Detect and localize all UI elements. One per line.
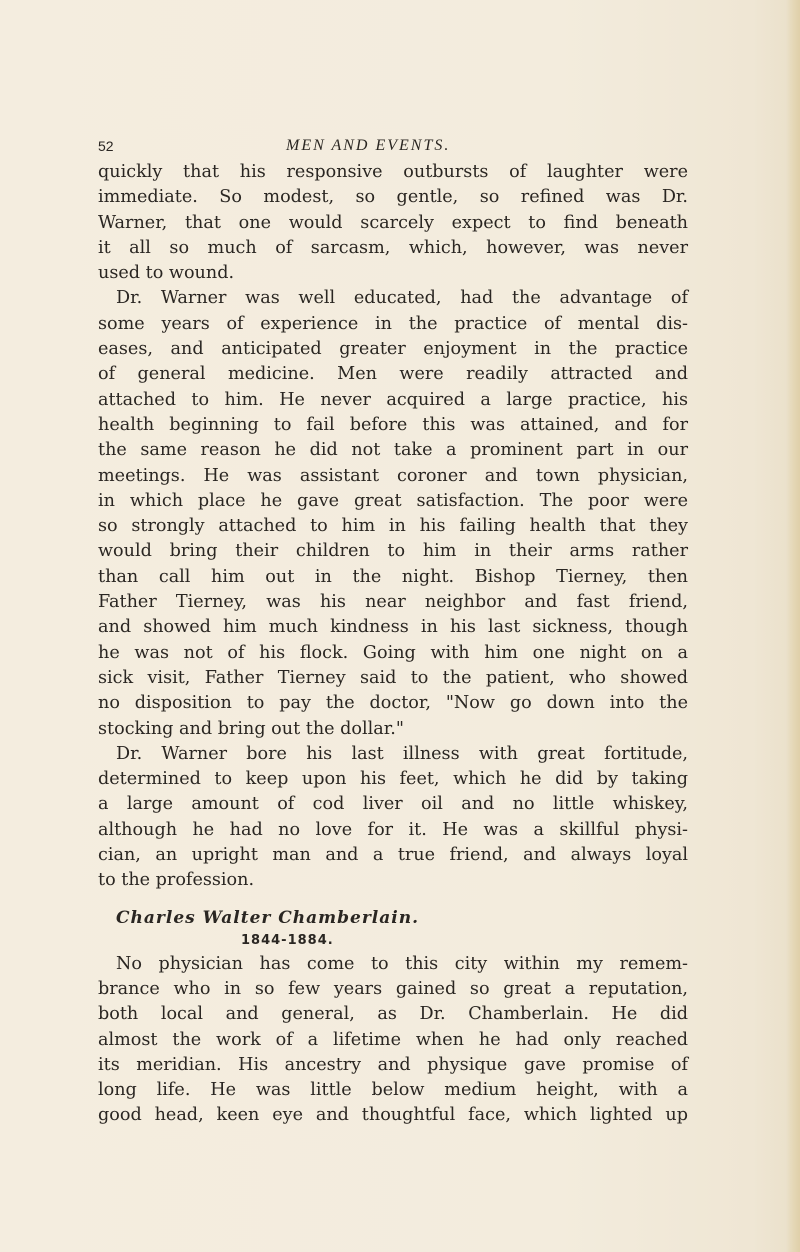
- text-line: used to wound.: [98, 263, 235, 284]
- text-line: eases, and anticipated greater enjoyment in the practice: [98, 339, 688, 360]
- text-line: both local and general, as Dr. Chamberlain. He did: [98, 1004, 688, 1025]
- text-line: immediate. So modest, so gentle, so refined was Dr.: [98, 187, 688, 208]
- text-line: cian, an upright man and a true friend, and always loyal: [98, 845, 688, 866]
- text-line: Father Tierney, was his near neighbor and fast friend,: [98, 592, 688, 613]
- text-line: almost the work of a lifetime when he had only reached: [98, 1029, 688, 1050]
- text-line: of general medicine. Men were readily attracted and: [98, 364, 688, 385]
- paragraph-2: [98, 286, 688, 741]
- section-dates: 1844-1884.: [241, 932, 334, 948]
- page-number: 52: [98, 138, 114, 154]
- text-line: no disposition to pay the doctor, "Now go down into the: [98, 693, 688, 714]
- text-line: the same reason he did not take a prominent part in our: [98, 440, 688, 461]
- text-line: No physician has come to this city within my remem-: [116, 953, 688, 974]
- paragraph-4: [98, 952, 688, 1129]
- paragraph-1: [98, 160, 688, 286]
- text-line: a large amount of cod liver oil and no little whiskey,: [98, 794, 688, 815]
- text-line: would bring their children to him in their arms rather: [98, 541, 688, 562]
- text-line: and showed him much kindness in his last sickness, though: [98, 617, 688, 638]
- text-line: so strongly attached to him in his failing health that they: [98, 516, 688, 537]
- text-line: good head, keen eye and thoughtful face, which lighted up: [98, 1105, 688, 1126]
- text-line: some years of experience in the practice of mental dis-: [98, 313, 688, 334]
- page-header: [98, 138, 688, 158]
- text-line: its meridian. His ancestry and physique gave promise of: [98, 1054, 688, 1075]
- text-line: long life. He was little below medium height, with a: [98, 1080, 688, 1101]
- text-line: Dr. Warner bore his last illness with great fortitude,: [116, 743, 688, 764]
- text-line: brance who in so few years gained so great a reputation,: [98, 978, 688, 999]
- section-heading: Charles Walter Chamberlain.: [116, 907, 420, 928]
- text-line: health beginning to fail before this was attained, and for: [98, 414, 688, 435]
- body-text: [98, 160, 688, 1129]
- text-line: to the profession.: [98, 870, 255, 891]
- text-line: Warner, that one would scarcely expect to find beneath: [98, 212, 688, 233]
- text-line: stocking and bring out the dollar.": [98, 718, 404, 739]
- text-line: it all so much of sarcasm, which, however, was never: [98, 237, 688, 258]
- text-line: although he had no love for it. He was a skillful physi-: [98, 819, 688, 840]
- text-line: attached to him. He never acquired a large practice, his: [98, 389, 688, 410]
- running-head: MEN AND EVENTS.: [286, 137, 451, 154]
- text-line: Dr. Warner was well educated, had the advantage of: [116, 288, 688, 309]
- paragraph-3: [98, 742, 688, 894]
- page-edge: [786, 0, 800, 1252]
- text-line: he was not of his flock. Going with him one night on a: [98, 642, 688, 663]
- text-line: than call him out in the night. Bishop Tierney, then: [98, 566, 688, 587]
- text-line: determined to keep upon his feet, which he did by taking: [98, 769, 688, 790]
- text-line: meetings. He was assistant coroner and town physician,: [98, 465, 688, 486]
- text-line: sick visit, Father Tierney said to the patient, who showed: [98, 667, 688, 688]
- text-line: in which place he gave great satisfaction. The poor were: [98, 490, 688, 511]
- text-line: quickly that his responsive outbursts of laughter were: [98, 162, 688, 182]
